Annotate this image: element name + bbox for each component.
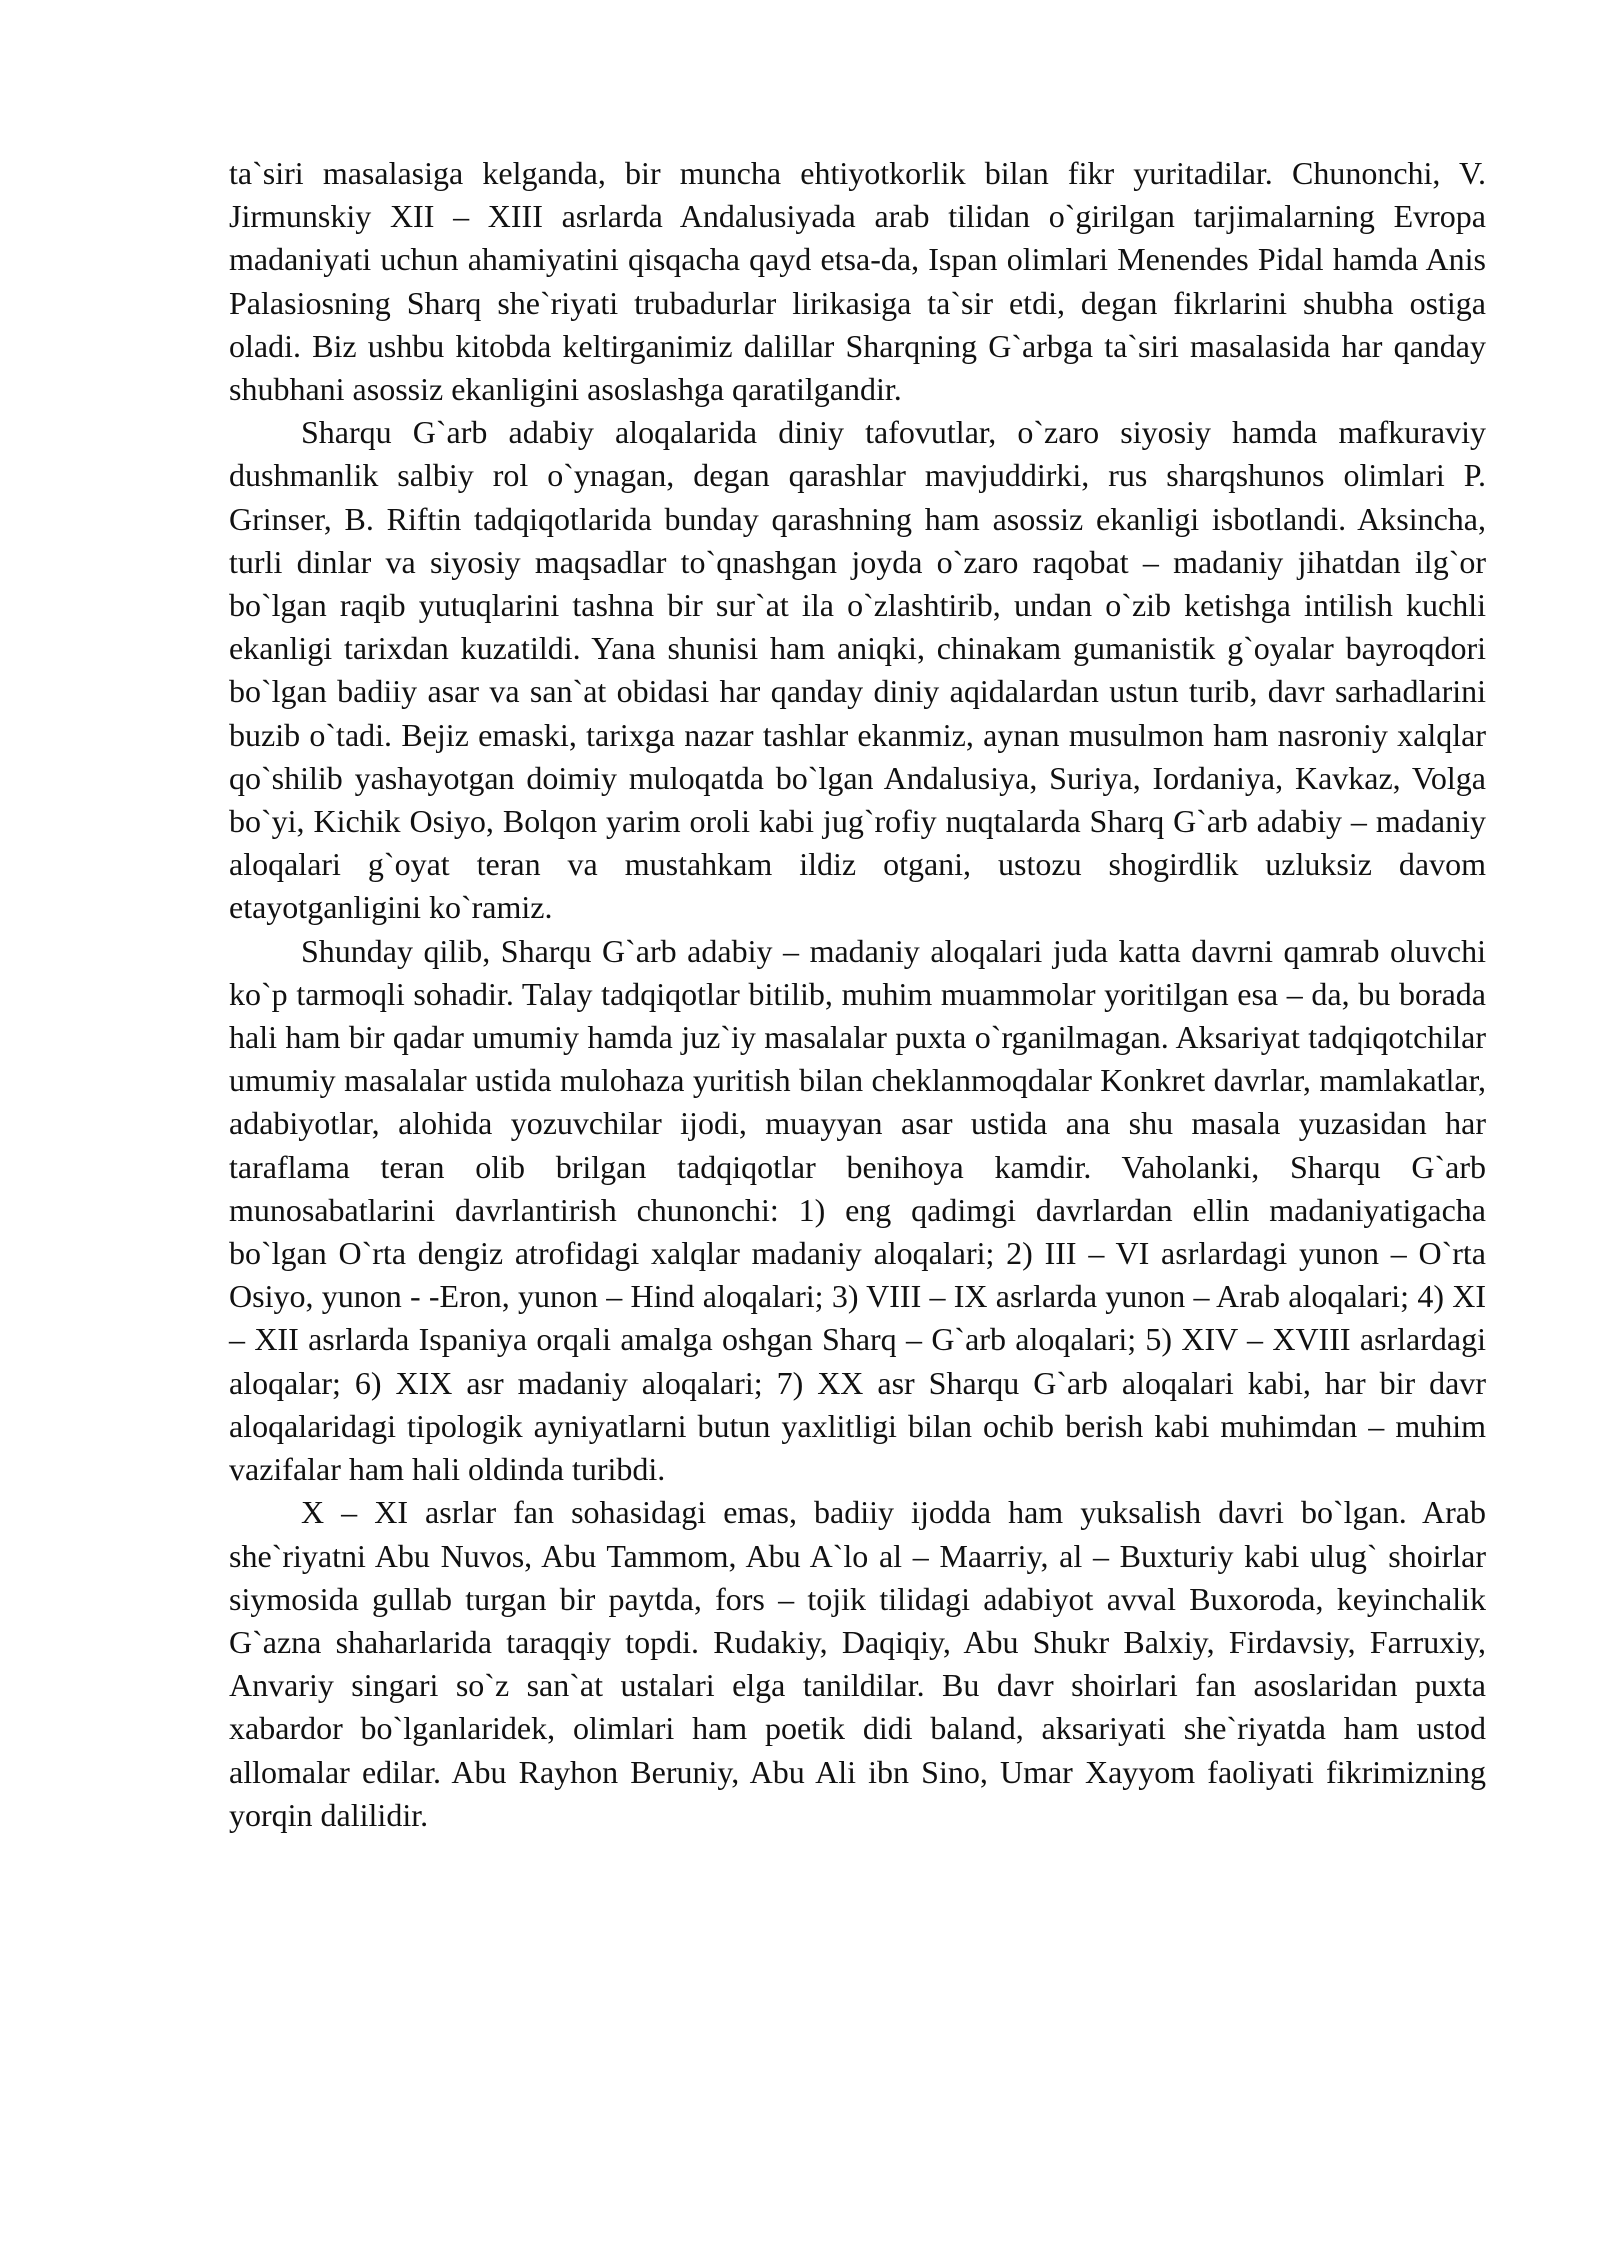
- paragraph-3: Shunday qilib, Sharqu G`arb adabiy – madaniy aloqalari juda katta davrni qamrab oluvchi ko`p tarmoqli sohadir. Talay tadqiqotlar bitilib, muhim muammolar yoritilgan esa – da, bu borada hali ham bir qadar umumiy hamda juz`iy masalalar puxta o`rganilmagan. Aksariyat tadqiqotchilar umumiy masalalar ustida mulohaza yuritish bilan cheklanmoqdalar Konkret davrlar, mamlakatlar, adabiyotlar, alohida yozuvchilar ijodi, muayyan asar ustida ana shu masala yuzasidan har taraflama teran olib brilgan tadqiqotlar benihoya kamdir. Vaholanki, Sharqu G`arb munosabatlarini davrlantirish chunonchi: 1) eng qadimgi davrlardan ellin madaniyatigacha bo`lgan O`rta dengiz atrofidagi xalqlar madaniy aloqalari; 2) III – VI asrlardagi yunon – O`rta Osiyo, yunon - -Eron, yunon – Hind aloqalari; 3) VIII – IX asrlarda yunon – Arab aloqalari; 4) XI – XII asrlarda Ispaniya orqali amalga oshgan Sharq – G`arb aloqalari; 5) XIV – XVIII asrlardagi aloqalar; 6) XIX asr madaniy aloqalari; 7) XX asr Sharqu G`arb aloqalari kabi, har bir davr aloqalaridagi tipologik ayniyatlarni butun yaxlitligi bilan ochib berish kabi muhimdan – muhim vazifalar ham hali oldinda turibdi.: [229, 932, 1486, 1488]
- paragraph-4: X – XI asrlar fan sohasidagi emas, badiiy ijodda ham yuksalish davri bo`lgan. Arab she`riyatni Abu Nuvos, Abu Tammom, Abu A`lo al – Maarriy, al – Buxturiy kabi ulug` shoirlar siymosida gullab turgan bir paytda, fors – tojik tilidagi adabiyot avval Buxoroda, keyinchalik G`azna shaharlarida taraqqiy topdi. Rudakiy, Daqiqiy, Abu Shukr Balxiy, Firdavsiy, Farruxiy, Anvariy singari so`z san`at ustalari elga tanildilar. Bu davr shoirlari fan asoslaridan puxta xabardor bo`lganlaridek, olimlari ham poetik didi baland, aksariyati she`riyatda ham ustod allomalar edilar. Abu Rayhon Beruniy, Abu Ali ibn Sino, Umar Xayyom faoliyati fikrimizning yorqin dalilidir.: [229, 1494, 1486, 1833]
- paragraph-2: Sharqu G`arb adabiy aloqalarida diniy tafovutlar, o`zaro siyosiy hamda mafkuraviy dushmanlik salbiy rol o`ynagan, degan qarashlar mavjuddirki, rus sharqshunos olimlari P. Grinser, B. Riftin tadqiqotlarida bunday qarashning ham asossiz ekanligi isbotlandi. Aksincha, turli dinlar va siyosiy maqsadlar to`qnashgan joyda o`zaro raqobat – madaniy jihatdan ilg`or bo`lgan raqib yutuqlarini tashna bir sur`at ila o`zlashtirib, undan o`zib ketishga intilish kuchli ekanligi tarixdan kuzatildi. Yana shunisi ham aniqki, chinakam gumanistik g`oyalar bayroqdori bo`lgan badiiy asar va san`at obidasi har qanday diniy aqidalardan ustun turib, davr sarhadlarini buzib o`tadi. Bejiz emaski, tarixga nazar tashlar ekanmiz, aynan musulmon ham nasroniy xalqlar qo`shilib yashayotgan doimiy muloqatda bo`lgan Andalusiya, Suriya, Iordaniya, Kavkaz, Volga bo`yi, Kichik Osiyo, Bolqon yarim oroli kabi jug`rofiy nuqtalarda Sharq G`arb adabiy – madaniy aloqalari g`oyat teran va mustahkam ildiz otgani, ustozu shogirdlik uzluksiz davom etayotganligini ko`ramiz.: [229, 414, 1486, 926]
- document-page: [229, 152, 1486, 1837]
- paragraph-1: ta`siri masalasiga kelganda, bir muncha ehtiyotkorlik bilan fikr yuritadilar. Chunonchi, V. Jirmunskiy XII – XIII asrlarda Andalusiyada arab tilidan o`girilgan tarjimalarning Evropa madaniyati uchun ahamiyatini qisqacha qayd etsa-da, Ispan olimlari Menendes Pidal hamda Anis Palasiosning Sharq she`riyati trubadurlar lirikasiga ta`sir etdi, degan fikrlarini shubha ostiga oladi. Biz ushbu kitobda keltirganimiz dalillar Sharqning G`arbga ta`siri masalasida har qanday shubhani asossiz ekanligini asoslashga qaratilgandir.: [229, 155, 1486, 408]
